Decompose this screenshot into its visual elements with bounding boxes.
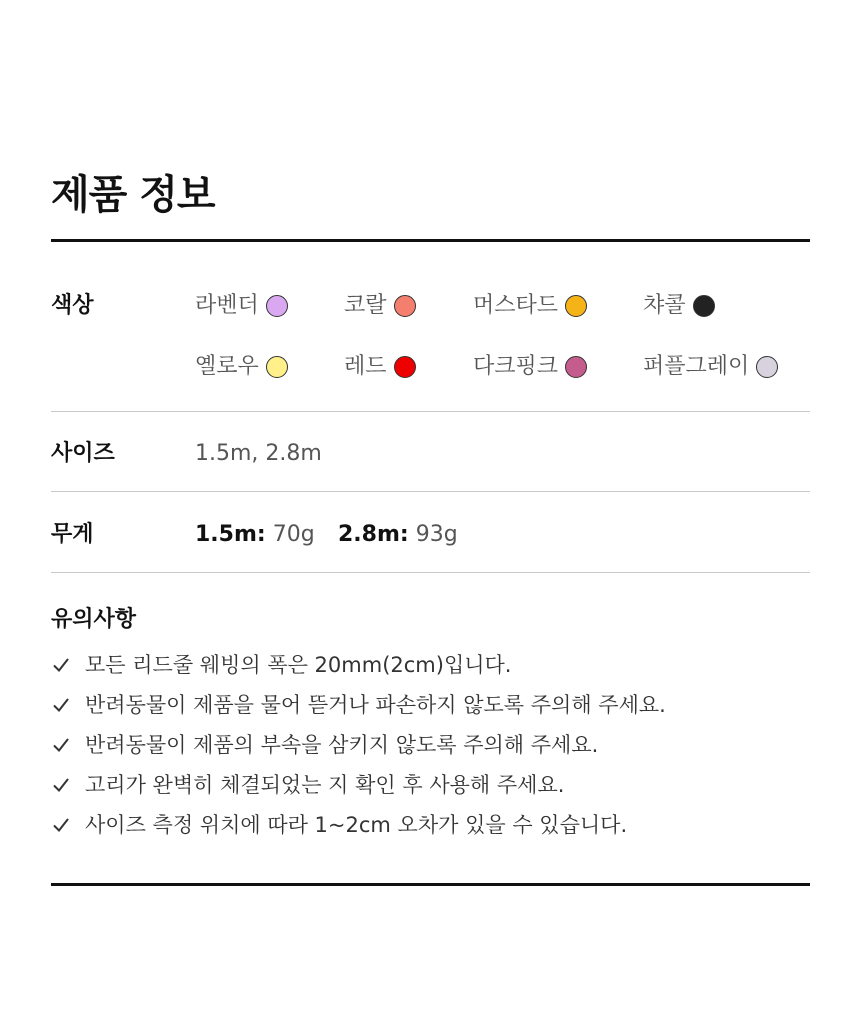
color-swatch bbox=[693, 295, 715, 317]
color-option-name: 퍼플그레이 bbox=[643, 354, 750, 379]
color-option-yellow bbox=[195, 352, 288, 382]
weight-value: 70g bbox=[272, 522, 315, 547]
color-option-purple-gray bbox=[643, 352, 778, 382]
note-item bbox=[51, 690, 666, 720]
notes-title: 유의사항 bbox=[51, 607, 137, 632]
color-option-name: 옐로우 bbox=[195, 354, 259, 379]
color-option-name: 코랄 bbox=[344, 293, 387, 318]
color-swatch bbox=[394, 295, 416, 317]
weight-item-1 bbox=[195, 520, 315, 550]
note-item bbox=[51, 730, 598, 760]
section-title: 제품 정보 bbox=[51, 172, 215, 218]
color-option-charcoal bbox=[643, 291, 715, 321]
color-option-dark-pink bbox=[473, 352, 587, 382]
color-swatch bbox=[756, 356, 778, 378]
divider bbox=[51, 411, 810, 412]
note-item bbox=[51, 810, 627, 840]
size-value: 1.5m, 2.8m bbox=[195, 441, 322, 466]
color-swatch bbox=[266, 356, 288, 378]
color-option-red bbox=[344, 352, 416, 382]
weight-value: 93g bbox=[415, 522, 458, 547]
weight-item-2 bbox=[338, 520, 458, 550]
color-swatch bbox=[565, 295, 587, 317]
check-icon bbox=[51, 815, 71, 835]
color-option-name: 다크핑크 bbox=[473, 354, 559, 379]
size-label: 사이즈 bbox=[51, 441, 115, 466]
weight-label: 무게 bbox=[51, 522, 94, 547]
color-option-name: 레드 bbox=[344, 354, 387, 379]
color-option-name: 챠콜 bbox=[643, 293, 686, 318]
color-label: 색상 bbox=[51, 293, 94, 318]
check-icon bbox=[51, 735, 71, 755]
check-icon bbox=[51, 695, 71, 715]
color-swatch bbox=[565, 356, 587, 378]
note-item bbox=[51, 770, 564, 800]
note-text: 모든 리드줄 웨빙의 폭은 20mm(2cm)입니다. bbox=[85, 653, 512, 677]
note-text: 사이즈 측정 위치에 따라 1~2cm 오차가 있을 수 있습니다. bbox=[85, 813, 628, 837]
color-option-name: 라벤더 bbox=[195, 293, 259, 318]
note-text: 반려동물이 제품의 부속을 삼키지 않도록 주의해 주세요. bbox=[85, 733, 599, 757]
weight-key: 2.8m: bbox=[338, 522, 409, 547]
color-option-lavender bbox=[195, 291, 288, 321]
color-option-name: 머스타드 bbox=[473, 293, 559, 318]
bottom-divider bbox=[51, 883, 810, 886]
divider bbox=[51, 572, 810, 573]
note-text: 고리가 완벽히 체결되었는 지 확인 후 사용해 주세요. bbox=[85, 773, 565, 797]
color-swatch bbox=[394, 356, 416, 378]
note-item bbox=[51, 650, 511, 680]
check-icon bbox=[51, 775, 71, 795]
top-divider bbox=[51, 239, 810, 242]
check-icon bbox=[51, 655, 71, 675]
weight-key: 1.5m: bbox=[195, 522, 266, 547]
divider bbox=[51, 491, 810, 492]
color-swatch bbox=[266, 295, 288, 317]
color-option-mustard bbox=[473, 291, 587, 321]
color-option-coral bbox=[344, 291, 416, 321]
note-text: 반려동물이 제품을 물어 뜯거나 파손하지 않도록 주의해 주세요. bbox=[85, 693, 666, 717]
